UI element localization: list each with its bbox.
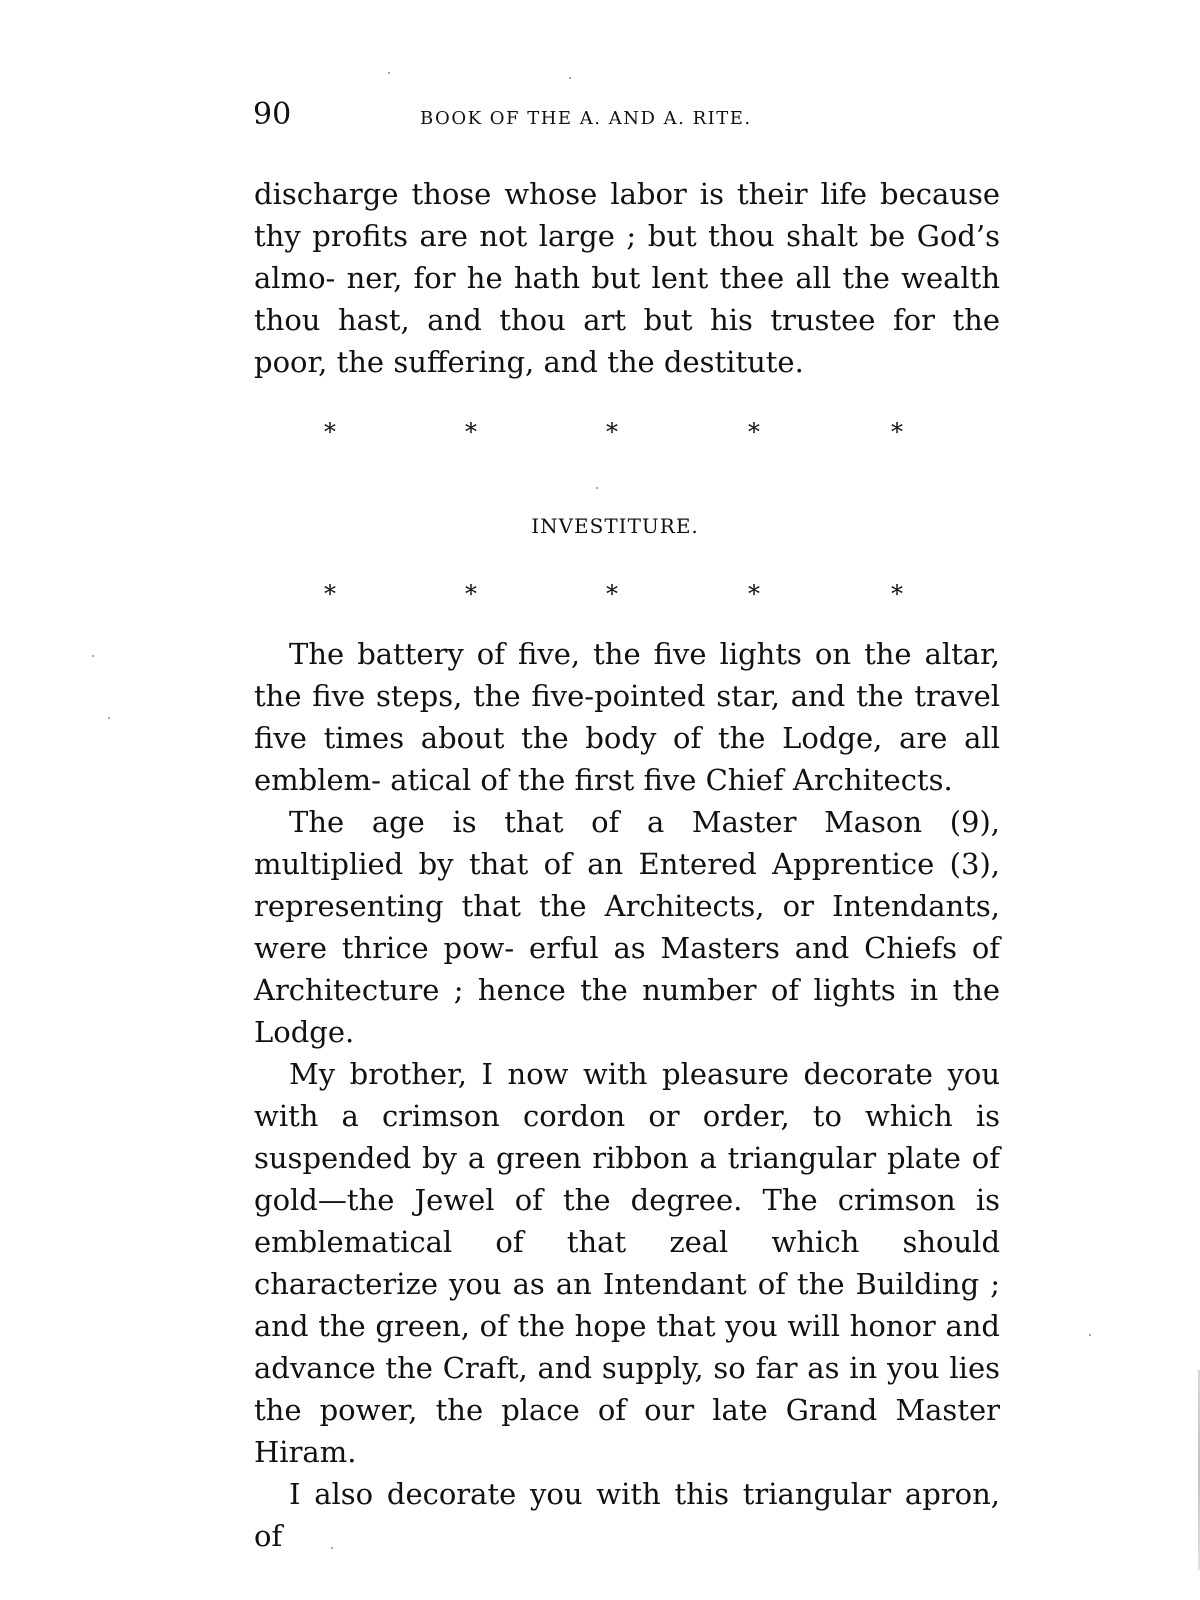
text-line: atical of the first five Chief Architects.: [390, 763, 953, 797]
text-line: discharge those whose labor is their life because thy: [254, 177, 1000, 253]
text-line: My brother, I now with pleasure decorate you with: [254, 1057, 1000, 1133]
asterisk-glyph: *: [606, 580, 618, 608]
text-line: profits are not large ; but thou shalt be God’s almo-: [254, 219, 1000, 295]
scan-speck: [596, 487, 598, 489]
scan-speck: [569, 77, 571, 79]
asterisk-glyph: *: [465, 418, 477, 446]
text-line: five steps, the five-pointed star, and the travel five: [254, 679, 1001, 755]
asterisk-glyph: *: [324, 580, 336, 608]
text-line: I also decorate you with this triangular apron, of: [254, 1477, 1000, 1553]
asterisk-glyph: *: [465, 580, 477, 608]
scan-speck: [331, 1547, 333, 1549]
text-line: The age is that of a Master Mason (9), multiplied: [254, 805, 1000, 881]
text-line: that the Architects, or Intendants, were thrice pow-: [254, 889, 1000, 965]
text-line: by that of an Entered Apprentice (3), representing: [254, 847, 1000, 923]
text-line: zeal which should characterize you as an Intendant: [254, 1225, 1001, 1301]
scan-speck: [1089, 1334, 1091, 1336]
asterisk-glyph: *: [324, 418, 336, 446]
asterism-separator: [0, 420, 1200, 450]
asterism-separator: [0, 582, 1200, 612]
text-line: a green ribbon a triangular plate of gold—the Jewel: [254, 1141, 1000, 1217]
text-line: Master Hiram.: [254, 1393, 1000, 1469]
asterisk-glyph: *: [606, 418, 618, 446]
scan-speck: [388, 72, 390, 74]
running-title: BOOK OF THE A. AND A. RITE.: [420, 108, 752, 129]
asterisk-glyph: *: [748, 580, 760, 608]
text-line: the number of lights in the Lodge.: [254, 973, 1000, 1049]
text-line: times about the body of the Lodge, are all emblem-: [254, 721, 1000, 797]
text-line: ner, for he hath but lent thee all the wealth thou: [254, 261, 1000, 337]
paragraph: [254, 1473, 1000, 1557]
text-line: of the degree. The crimson is emblematical of that: [254, 1183, 1000, 1259]
text-line: will honor and advance the Craft, and supply, so far: [254, 1309, 1000, 1385]
text-line: The battery of five, the five lights on the altar, the: [254, 637, 1000, 713]
scan-speck: [92, 655, 94, 657]
paragraph-continuation: [254, 173, 1000, 383]
paragraph: [254, 633, 1000, 801]
paragraph: [254, 801, 1000, 1053]
text-line: a crimson cordon or order, to which is suspended by: [254, 1099, 1000, 1175]
text-line: as in you lies the power, the place of our late Grand: [254, 1351, 1000, 1427]
text-line: hast, and thou art but his trustee for the poor, the: [254, 303, 1001, 379]
text-line: erful as Masters and Chiefs of Architecture ; hence: [254, 931, 1001, 1007]
asterisk-glyph: *: [891, 418, 903, 446]
paragraph: [254, 1053, 1000, 1473]
asterisk-glyph: *: [748, 418, 760, 446]
scan-speck: [108, 717, 110, 719]
top-paragraph: [254, 173, 1000, 383]
asterisk-glyph: *: [891, 580, 903, 608]
body-text: [254, 633, 1000, 1557]
text-line: suffering, and the destitute.: [393, 345, 804, 379]
page-number: 90: [253, 97, 292, 132]
section-heading: INVESTITURE.: [531, 514, 699, 538]
text-line: of the Building ; and the green, of the hope that you: [254, 1267, 1000, 1343]
